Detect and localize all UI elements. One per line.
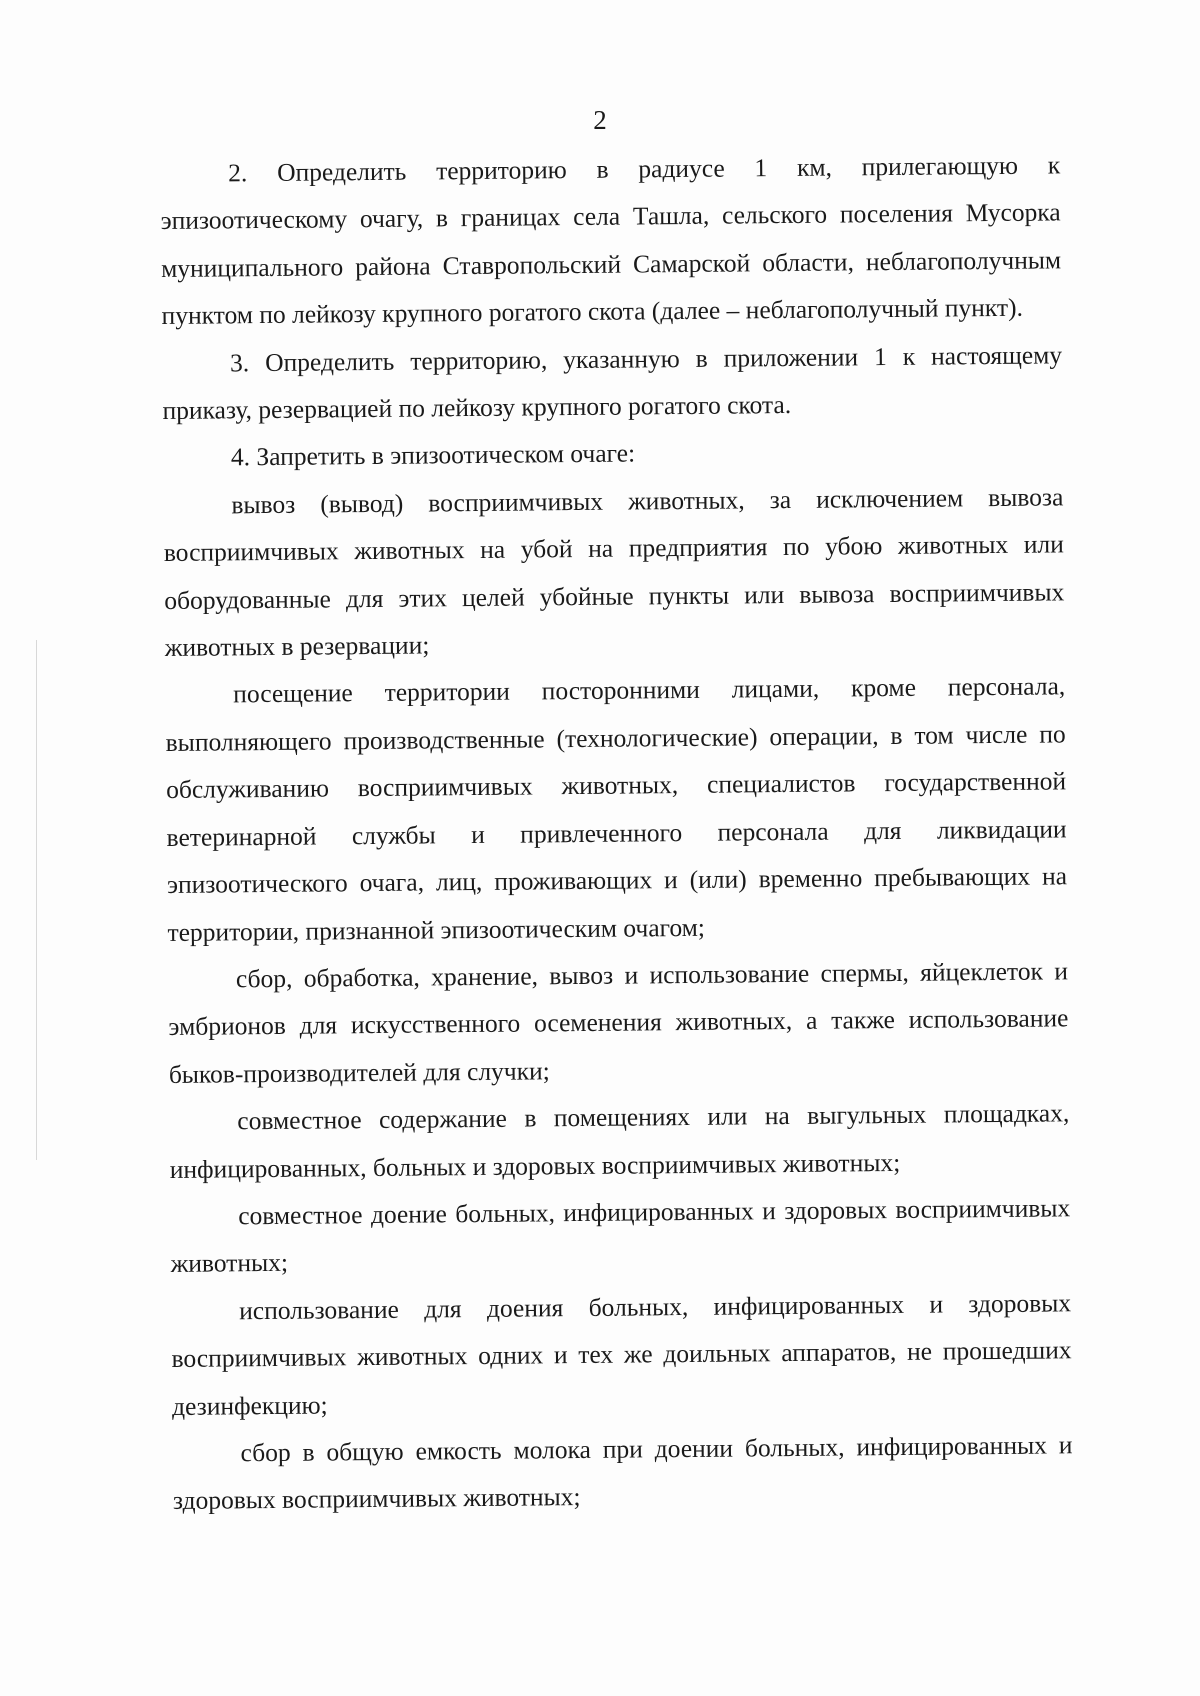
prohibition-shared-milking-machines: использование для доения больных, инфицированных и здоровых восприимчивых животных одних и тех же доильных аппаратов, не прошедших дезинфекцию; xyxy=(171,1288,1072,1421)
page-number: 2 xyxy=(593,105,607,135)
prohibition-joint-housing: совместное содержание в помещениях или на выгульных площадках, инфицированных, больных и здоровых восприимчивых животных; xyxy=(169,1098,1070,1184)
prohibition-visits-by-outsiders: посещение территории посторонними лицами, кроме персонала, выполняющего производственные (технологические) операции, в том числе по обслуживанию восприимчивых животных, специалистов государственной ветеринарной службы и привлеченного персонала для ликвидации эпизоотического очага, лиц, проживающих и (или) временно пребывающих на территории, признанной эпизоотическим очагом; xyxy=(165,671,1068,947)
paragraph-item-2: 2. Определить территорию в радиусе 1 км, прилегающую к эпизоотическому очагу, в границах села Ташла, сельского поселения Мусорка муниципального района Ставропольский Самарской области, неблагополучным пунктом по лейкозу крупного рогатого скота (далее – неблагополучный пункт). xyxy=(160,150,1062,331)
scan-edge-line xyxy=(36,640,37,1160)
prohibition-semen-embryo-handling: сбор, обработка, хранение, вывоз и использование спермы, яйцеклеток и эмбрионов для искусственного осеменения животных, а также использование быков-производителей для случки; xyxy=(168,956,1069,1089)
paragraph-item-3: 3. Определить территорию, указанную в приложении 1 к настоящему приказу, резервацией по лейкозу крупного рогатого скота. xyxy=(162,339,1063,426)
document-body xyxy=(160,141,1073,1524)
prohibition-joint-milking: совместное доение больных, инфицированных и здоровых восприимчивых животных; xyxy=(170,1193,1071,1279)
prohibition-common-milk-container: сбор в общую емкость молока при доении больных, инфицированных и здоровых восприимчивых животных; xyxy=(172,1430,1073,1516)
paragraph-item-4-heading: 4. Запретить в эпизоотическом очаге: xyxy=(230,438,636,472)
prohibition-removal-of-animals: вывоз (вывод) восприимчивых животных, за исключением вывоза восприимчивых животных на убой на предприятия по убою животных или оборудованные для этих целей убойные пункты или вывоза восприимчивых животных в резервации; xyxy=(163,482,1065,663)
